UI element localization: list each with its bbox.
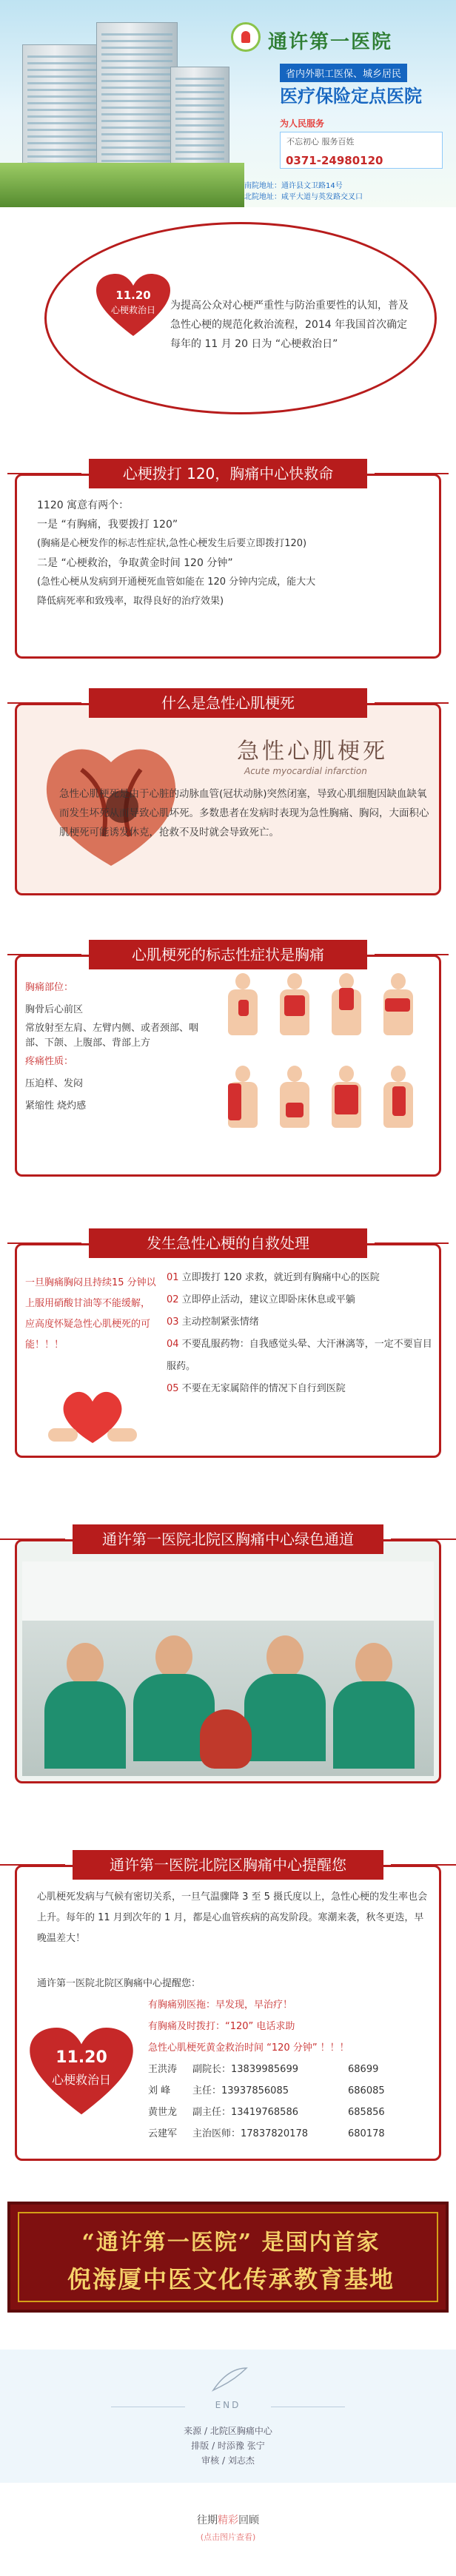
past-prefix: 往期 <box>197 2515 218 2526</box>
line: (急性心梗从发病到开通梗死血管如能在 120 分钟内完成，能大大 <box>37 576 316 588</box>
hospital-building-image-3 <box>170 67 229 170</box>
section5-title: 通许第一医院北院区胸痛中心绿色通道 <box>73 1524 383 1554</box>
contact-row <box>148 2059 437 2080</box>
step-num: 01 <box>167 1272 179 1283</box>
contact-name: 云建军 <box>148 2128 178 2139</box>
banner-line2: 倪海厦中医文化传承教育基地 <box>67 2265 395 2293</box>
self-help-steps <box>167 1267 437 1400</box>
step-num: 04 <box>167 1339 179 1350</box>
contact-ext: 685856 <box>348 2107 385 2118</box>
address-north: 北院地址：咸平大道与英发路交叉口 <box>244 193 363 201</box>
contact-ext: 68699 <box>348 2064 379 2075</box>
credit-editor: 排版 / 时添豫 张宁 <box>191 2441 265 2451</box>
feather-icon <box>206 2364 250 2394</box>
img-title: 急性心肌梗死 <box>237 739 388 764</box>
heart-badge-2 <box>30 2028 133 2116</box>
past-highlight: 精彩 <box>218 2515 238 2526</box>
credit-source: 来源 / 北院区胸痛中心 <box>184 2426 272 2436</box>
lawn <box>0 163 244 207</box>
section6-text: 心肌梗死发病与气候有密切关系，一旦气温骤降 3 至 5 摄氏度以上，急性心梗的发生率也会上升。每年的 11 月到次年的 1 月，都是心血管疾病的高发阶段。寒潮来袭，秋冬更迭，早晚温差大！ <box>37 1891 428 1944</box>
doctor-figure <box>244 1635 326 1761</box>
banner-line1: “通许第一医院” 是国内首家 <box>81 2230 380 2256</box>
heart-model <box>200 1709 252 1769</box>
pain-figure <box>378 973 419 1055</box>
hotline-phone[interactable]: 0371-24980120 <box>286 154 383 167</box>
heart-hands-image <box>44 1384 141 1447</box>
contact-title[interactable]: 副主任：13419768586 <box>192 2107 298 2118</box>
step-item <box>167 1267 437 1289</box>
step-text: 不要乱服药物：自我感觉头晕、大汗淋漓等，一定不要盲目服药。 <box>167 1339 432 1372</box>
pain-figure <box>326 973 367 1055</box>
pain-figure <box>222 973 264 1055</box>
tagline-main: 医疗保险定点医院 <box>280 86 422 107</box>
section6-alerts <box>148 1994 437 2145</box>
hospital-building-image <box>22 44 104 170</box>
badge-text: 心梗救治日 <box>110 305 155 315</box>
line: (胸痛是心梗发作的标志性症状,急性心梗发生后要立即拨打120) <box>37 538 307 549</box>
doctor-figure <box>333 1643 415 1769</box>
step-text: 立即拨打 120 求救，就近到有胸痛中心的医院 <box>181 1272 380 1283</box>
contact-ext: 680178 <box>348 2128 385 2139</box>
end-label: END <box>215 2400 241 2410</box>
section1-body <box>37 496 429 611</box>
hotline-label: 不忘初心 服务百姓 <box>286 137 355 147</box>
step-text: 立即停止活动，建议立即卧床休息或平躺 <box>181 1294 355 1305</box>
section2-title: 什么是急性心肌梗死 <box>89 688 367 718</box>
contact-row <box>148 2123 437 2145</box>
intro-text: 为提高公众对心梗严重性与防治重要性的认知，普及急性心梗的规范化救治流程，2014 年我国首次确定每年的 11 月 20 日为 “心梗救治日” <box>170 300 409 350</box>
label-location: 胸痛部位： <box>25 982 74 993</box>
contact-title[interactable]: 副院长：13839985699 <box>192 2064 298 2075</box>
doctors-photo <box>22 1561 434 1776</box>
culture-banner <box>7 2202 449 2313</box>
contact-row <box>148 2080 437 2102</box>
section4-title: 发生急性心梗的自救处理 <box>89 1228 367 1258</box>
pain-figure <box>274 973 315 1055</box>
line: 紧缩性 烧灼感 <box>25 1100 87 1112</box>
line: 二是 “心梗救治，争取黄金时间 120 分钟” <box>37 557 233 569</box>
contact-title[interactable]: 主任：13937856085 <box>192 2085 289 2096</box>
step-item <box>167 1311 437 1334</box>
pain-figure <box>222 1066 264 1147</box>
address-block <box>244 181 363 203</box>
contact-name: 刘 峰 <box>148 2085 171 2096</box>
step-num: 03 <box>167 1316 179 1328</box>
alert-line: 有胸痛别医拖：早发现，早治疗！ <box>148 2000 293 2011</box>
line: 常放射至左肩、左臂内侧、或者颈部、咽部、下颌、上腹部、背部上方 <box>25 1023 199 1049</box>
section2-text: 急性心肌梗死是由于心脏的动脉血管(冠状动脉)突然闭塞，导致心肌细胞因缺血缺氧而发生坏死从而导致心肌坏死。多数患者在发病时表现为急性胸痛、胸闷，大面积心肌梗死可能诱发休克，抢救不及时就会导致死亡。 <box>59 788 429 838</box>
contact-title[interactable]: 主治医师：17837820178 <box>192 2128 308 2139</box>
step-item <box>167 1289 437 1311</box>
line: 降低病死率和致残率，取得良好的治疗效果) <box>37 596 224 607</box>
step-num: 02 <box>167 1294 179 1305</box>
hospital-banner <box>0 0 456 207</box>
tagline-top: 省内外职工医保、城乡居民 <box>280 64 407 82</box>
credit-reviewer: 审核 / 刘志杰 <box>201 2455 255 2466</box>
step-item <box>167 1378 437 1400</box>
hospital-building-image-2 <box>96 22 178 170</box>
pain-figure <box>326 1066 367 1147</box>
pain-figure <box>378 1066 419 1147</box>
end-block <box>0 2350 456 2483</box>
section6-title: 通许第一医院北院区胸痛中心提醒您 <box>73 1850 383 1880</box>
line: 压迫样、发闷 <box>25 1078 84 1089</box>
step-text: 不要在无家属陪伴的情况下自行到医院 <box>181 1383 346 1394</box>
step-item <box>167 1334 437 1378</box>
line: 1120 寓意有两个： <box>37 500 130 511</box>
service-slogan: 为人民服务 <box>280 118 325 129</box>
past-hint: (点击图片查看) <box>200 2532 256 2542</box>
heart-badge <box>96 274 170 337</box>
img-subtitle: Acute myocardial infarction <box>244 766 367 776</box>
badge-date: 11.20 <box>115 289 151 302</box>
label-nature: 疼痛性质： <box>25 1056 74 1067</box>
line: 胸骨后心前区 <box>25 1004 84 1015</box>
contact-name: 黄世龙 <box>148 2107 178 2118</box>
alert-line: 急性心肌梗死黄金救治时间 “120 分钟” ！！！ <box>148 2042 349 2054</box>
badge-date: 11.20 <box>56 2048 107 2067</box>
hospital-name: 通许第一医院 <box>268 31 393 53</box>
alert-line: 有胸痛及时拨打：“120” 电话求助 <box>148 2021 295 2032</box>
address-south: 南院地址：通许县文卫路14号 <box>244 182 343 190</box>
past-review[interactable] <box>0 2512 456 2527</box>
credits <box>0 2424 456 2468</box>
contact-name: 王洪涛 <box>148 2064 178 2075</box>
past-suffix: 回顾 <box>238 2515 259 2526</box>
section3-title: 心肌梗死的标志性症状是胸痛 <box>89 940 367 969</box>
contact-ext: 686085 <box>348 2085 385 2096</box>
section1-title: 心梗拨打 120，胸痛中心快救命 <box>89 459 367 488</box>
line: 一是 “有胸痛，我要拨打 120” <box>37 519 178 531</box>
hospital-logo-icon <box>231 22 261 52</box>
section6-reminder: 通许第一医院北院区胸痛中心提醒您： <box>37 1978 201 1989</box>
step-text: 主动控制紧张情绪 <box>181 1316 259 1328</box>
section4-warning: 一旦胸痛胸闷且持续15 分钟以上服用硝酸甘油等不能缓解，应高度怀疑急性心肌梗死的可能！！！ <box>25 1277 156 1351</box>
doctor-figure <box>44 1643 126 1769</box>
section3-body <box>25 977 210 1117</box>
step-num: 05 <box>167 1383 179 1394</box>
pain-figure <box>274 1066 315 1147</box>
contact-row <box>148 2102 437 2123</box>
badge-text: 心梗救治日 <box>51 2073 111 2087</box>
